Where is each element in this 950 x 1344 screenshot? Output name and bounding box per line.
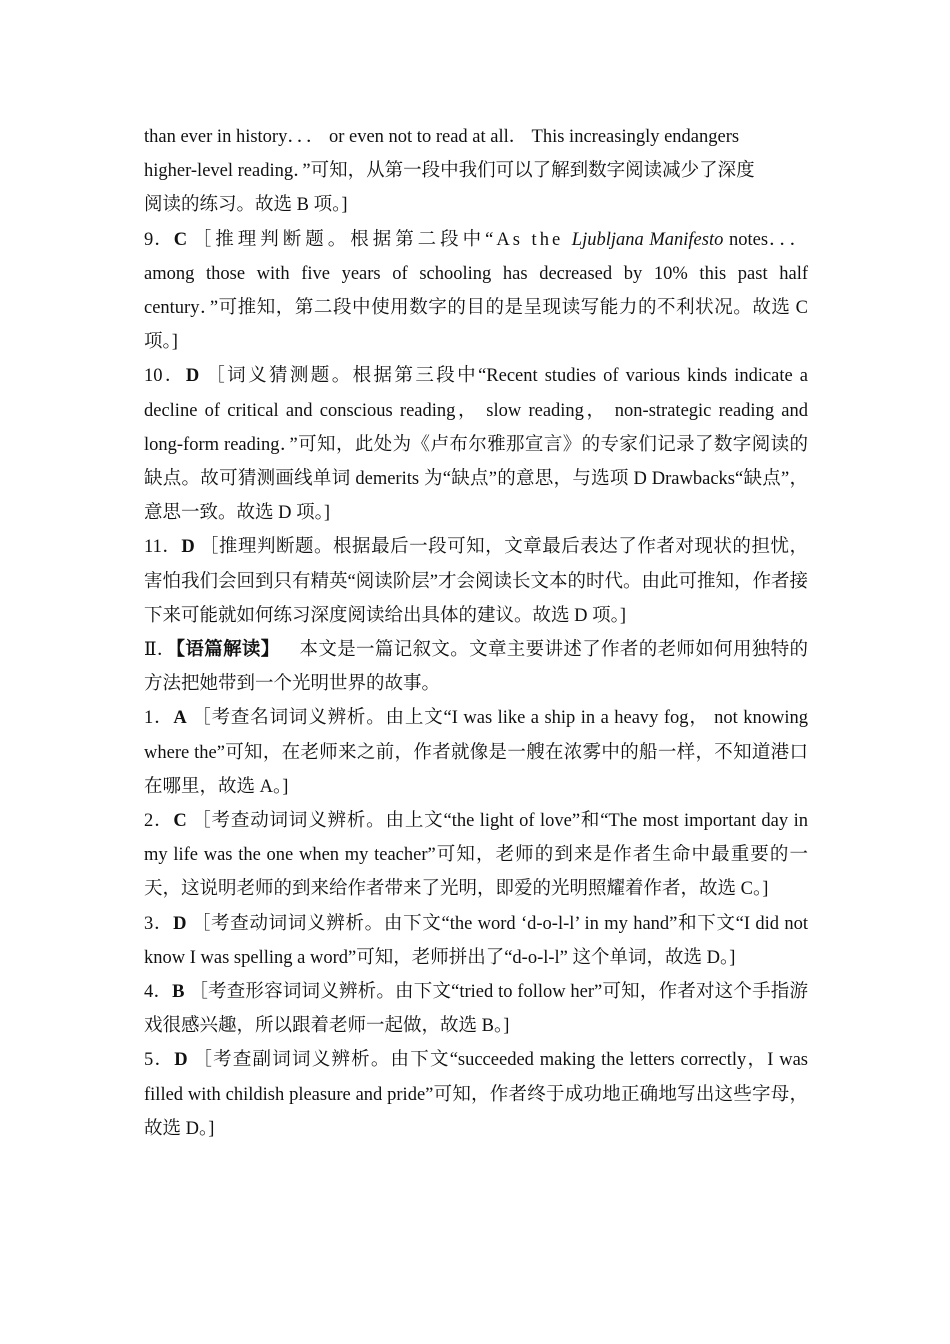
blank-2-letter: C <box>173 811 187 832</box>
blank-answer-5 <box>144 1043 808 1146</box>
answer-11-letter: D <box>181 537 195 558</box>
intro-line-2: higher-level reading．”可知，从第一段中我们可以了解到数字阅读减少了深度 <box>144 161 755 182</box>
answer-9-text-a: ［推理判断题。根据第二段中“As the <box>192 229 572 250</box>
answer-9-text-b: notes．．． among those with five years of schooling has decreased by 10% this past half century．”可推知，第二段中使用数字的目的是呈现读写能力的不利状况。故选 C 项。] <box>144 229 809 353</box>
blank-2-number: 2． <box>144 811 174 832</box>
blank-3-letter: D <box>173 913 187 934</box>
intro-line-3: 阅读的练习。故选 B 项。] <box>144 195 348 216</box>
blank-4-text: ［考查形容词词义辨析。由下文“tried to follow her”可知，作者对这个手指游戏很感兴趣，所以跟着老师一起做，故选 B。] <box>144 982 808 1037</box>
blank-answer-3 <box>144 907 808 975</box>
blank-answer-1 <box>144 701 808 804</box>
answer-9-title: Ljubljana Manifesto <box>571 229 724 250</box>
blank-5-number: 5． <box>144 1050 175 1071</box>
blank-answer-2 <box>144 804 808 907</box>
blank-2-text: ［考查动词词义辨析。由上文“the light of love”和“The most important day in my life was the one when my teacher”可知，老师的到来是作者生命中最重要的一天，这说明老师的到来给作者带来了光明，即爱的光明照耀着作者，故选 C。] <box>144 811 808 900</box>
blank-1-letter: A <box>173 708 187 729</box>
answer-9 <box>144 223 808 360</box>
answer-key-page <box>144 120 808 1146</box>
blank-5-letter: D <box>174 1050 188 1071</box>
intro-paragraph <box>144 120 808 223</box>
blank-1-number: 1． <box>144 708 174 729</box>
answer-11-number: 11． <box>144 537 182 558</box>
section-2-intro <box>144 633 808 701</box>
section-2-number: Ⅱ． <box>144 640 176 661</box>
section-2-text: 本文是一篇记叙文。文章主要讲述了作者的老师如何用独特的方法把她带到一个光明世界的故事。 <box>144 640 808 695</box>
intro-line-1: than ever in history．．． or even not to read at all． This increasingly endangers <box>144 127 740 147</box>
blank-3-number: 3． <box>144 913 174 934</box>
blank-5-text: ［考查副词词义辨析。由下文“succeeded making the letters correctly，I was filled with childish pleasure and pride”可知，作者终于成功地正确地写出这些字母，故选 D。] <box>144 1050 808 1139</box>
answer-10-letter: D <box>185 366 200 387</box>
answer-10-text: ［词义猜测题。根据第三段中“Recent studies of various kinds indicate a decline of critical and conscious reading， slow reading， non-strategic reading and long-form reading．”可知，此处为《卢布尔雅那宣言》的专家们记录了数字阅读的缺点。故可猜测画线单词 demerits 为“缺点”的意思，与选项 D Drawbacks“缺点”，意思一致。故选 D 项。] <box>144 366 808 524</box>
answer-11-text: ［推理判断题。根据最后一段可知，文章最后表达了作者对现状的担忧，害怕我们会回到只有精英“阅读阶层”才会阅读长文本的时代。由此可推知，作者接下来可能就如何练习深度阅读给出具体的建议。故选 D 项。] <box>144 537 808 626</box>
section-2-heading: 【语篇解读】 <box>175 640 280 661</box>
answer-10-number: 10． <box>144 366 186 387</box>
blank-1-text: ［考查名词词义辨析。由上文“I was like a ship in a heavy fog， not knowing where the”可知，在老师来之前，作者就像是一艘在浓雾中的船一样，不知道港口在哪里，故选 A。] <box>144 708 809 797</box>
answer-9-number: 9． <box>144 229 174 250</box>
blank-4-number: 4． <box>144 982 173 1003</box>
answer-11 <box>144 530 808 633</box>
blank-answer-4 <box>144 975 808 1043</box>
answer-9-letter: C <box>173 229 188 250</box>
answer-10 <box>144 359 808 530</box>
blank-4-letter: B <box>172 982 185 1003</box>
blank-3-text: ［考查动词词义辨析。由下文“the word ‘d-o-l-l’ in my hand”和下文“I did not know I was spelling a word”可知，老师拼出了“d-o-l-l” 这个单词，故选 D。] <box>144 913 808 968</box>
